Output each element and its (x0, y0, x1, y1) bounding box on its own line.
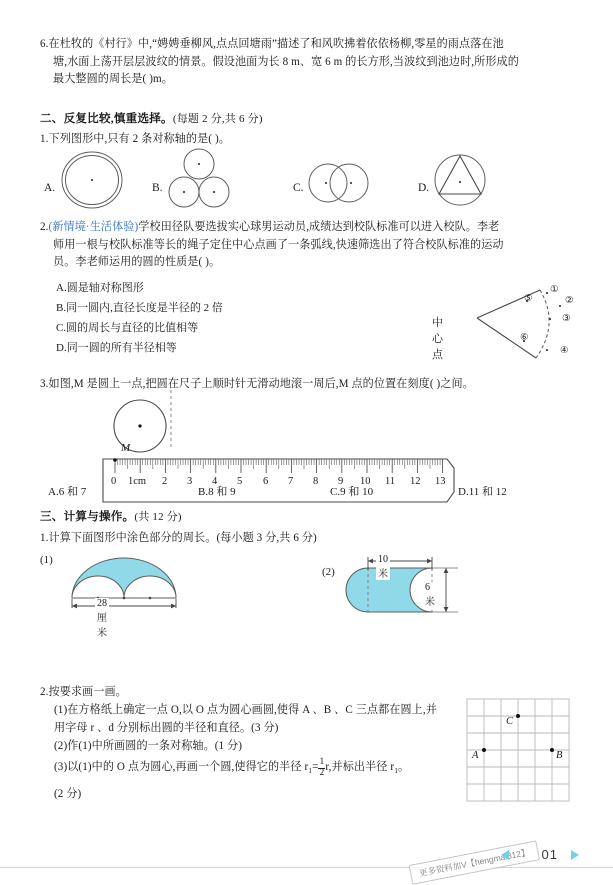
question-2-option-d[interactable]: D.同一圆的所有半径相等 (56, 342, 177, 354)
stadium-with-notch-shape-icon (346, 560, 478, 622)
ruler-tick-6: 6 (263, 476, 269, 487)
draw-2-part-1-line-1: (1)在方格纸上确定一点 O,以 O 点为圆心画圆,使得 A 、B 、C 三点都在圆上,并 (54, 704, 437, 716)
draw-2-part-3-eq: = (312, 760, 319, 773)
section-3-title: 三、计算与操作。 (40, 510, 135, 523)
question-2-option-c[interactable]: C.圆的周长与直径的比值相等 (56, 322, 199, 334)
arc-marker-3: ③ (562, 314, 571, 324)
ruler-tick-labels (102, 476, 464, 494)
question-1-figures (0, 148, 613, 210)
point-m-label: M (121, 442, 131, 454)
ruler-tick-9: 9 (338, 476, 344, 487)
fraction-numerator: 1 (319, 757, 325, 767)
calc-1-stem (40, 530, 317, 548)
section-2-title: 二、反复比较,慎重选择。 (40, 112, 173, 125)
calc-1-figure-2-height: 6米 (425, 582, 435, 608)
draw-2-part-2: (2)作(1)中所画圆的一条对称轴。(1 分) (54, 740, 243, 752)
draw-2-part-3-post-sub: 1 (394, 765, 399, 775)
arc-marker-2: ② (565, 296, 574, 306)
section-2-heading (40, 110, 263, 126)
question-3-option-b[interactable]: B.8 和 9 (198, 486, 236, 498)
draw-2-part-1 (54, 702, 464, 737)
question-3-option-a[interactable]: A.6 和 7 (48, 486, 87, 498)
grid-point-a-label: A (472, 750, 479, 761)
grid-point-b-label: B (556, 750, 563, 761)
arc-marker-6: ⑥ (520, 333, 529, 343)
ruler-tick-0: 0 (111, 476, 117, 487)
section-3-points: (共 12 分) (134, 511, 182, 523)
double-arch-shape-icon (66, 552, 182, 608)
draw-2-part-3-post: r,并标出半径 r (325, 760, 395, 773)
ruler-tick-3: 3 (187, 476, 193, 487)
draw-2-part-3-end: 。 (398, 760, 410, 773)
question-2-line-1-text: 学校田径队要选拔实心球男运动员,成绩达到校队标准可以进入校队。李老 (138, 221, 500, 233)
question-2-context-tag: (新情境·生活体验) (48, 221, 139, 233)
two-overlapping-circles-icon (307, 162, 375, 204)
draw-2-part-1-line-2: 用字母 r 、d 分别标出圆的半径和直径。(3 分) (54, 721, 279, 734)
footer-divider (0, 867, 613, 868)
fraction-denominator: 2 (319, 767, 325, 778)
ruler-tick-10: 10 (360, 476, 371, 487)
arc-marker-4: ④ (560, 346, 569, 356)
ruler-tick-5: 5 (237, 476, 243, 487)
page-number: 01 (541, 847, 558, 862)
question-6-line-3: 最大整圆的周长是( )m。 (53, 73, 173, 86)
question-3-option-c[interactable]: C.9 和 10 (330, 486, 374, 498)
ruler-tick-2: 2 (162, 476, 168, 487)
arc-diagram-center-label: 中心点 (432, 317, 443, 361)
section-2-points: (每题 2 分,共 6 分) (172, 113, 263, 125)
draw-2-part-3-score: (2 分) (54, 788, 82, 800)
draw-2-grid[interactable] (466, 698, 574, 806)
ruler-tick-8: 8 (313, 476, 319, 487)
question-1-option-c-label[interactable]: C. (293, 182, 304, 194)
ruler-tick-1: 1cm (128, 476, 147, 487)
question-2-option-a[interactable]: A.圆是轴对称图形 (56, 282, 144, 294)
question-2-line-1 (40, 219, 580, 237)
question-6-line-2: 塘,水面上荡开层层波纹的情景。假设池面为长 8 m、宽 6 m 的长方形,当波纹到池边时,所形成的 (53, 55, 519, 68)
calc-1-points: (每小题 3 分,共 6 分) (216, 532, 317, 544)
calc-1-figure-1-dimension: 28厘米 (97, 598, 107, 639)
ruler-tick-11: 11 (385, 476, 396, 487)
question-2-number: 2. (40, 221, 49, 233)
watermark-label: 更多资料加V【hengmai312】 (409, 840, 540, 884)
section-3-heading (40, 508, 182, 524)
arc-marker-1: ① (550, 285, 559, 295)
arc-marker-5: ⑤ (524, 294, 533, 304)
ruler-tick-13: 13 (435, 476, 446, 487)
page-footer (0, 842, 613, 879)
question-3-option-d[interactable]: D.11 和 12 (458, 486, 507, 498)
ruler-tick-12: 12 (410, 476, 421, 487)
question-2 (40, 219, 580, 272)
calc-1-figure-2-label: (2) (322, 566, 335, 578)
question-1-option-b-label[interactable]: B. (152, 182, 163, 194)
draw-2-part-3-pre: (3)以(1)中的 O 点为圆心,再画一个圆,使得它的半径 r (54, 760, 309, 773)
triangle-right-icon[interactable] (571, 850, 579, 860)
grid-point-c-label: C (506, 716, 514, 727)
question-1-option-d-label[interactable]: D. (418, 182, 430, 194)
question-2-option-b[interactable]: B.同一圆内,直径长度是半径的 2 倍 (56, 302, 223, 314)
triangle-left-icon[interactable] (501, 850, 509, 860)
question-2-line-2: 师用一根与校队标准等长的绳子定住中心点画了一条弧线,快速筛选出了符合校队标准的运动 (53, 238, 504, 251)
ruler-tick-4: 4 (212, 476, 218, 487)
calc-1-figure-2-width: 10米 (378, 554, 388, 580)
question-6-line-1: 6.在杜牧的《村行》中,“娉娉垂柳风,点点回塘雨”描述了和风吹拂着依依杨柳,零星的雨点落在池 (40, 38, 504, 50)
question-2-line-3: 员。李老师运用的圆的性质是( )。 (53, 256, 221, 269)
draw-2-part-3-sub: 1 (308, 765, 313, 775)
three-tangent-circles-icon (168, 148, 230, 210)
ruler-tick-7: 7 (288, 476, 294, 487)
circle-with-inscribed-triangle-icon (432, 153, 488, 207)
question-6 (40, 36, 580, 89)
calc-1-figure-1-label: (1) (40, 554, 53, 566)
calc-1-stem-text: 1.计算下面图形中涂色部分的周长。 (40, 532, 217, 544)
question-3-stem: 3.如图,M 是圆上一点,把圆在尺子上顺时针无滑动地滚一周后,M 点的位置在刻度( )之间。 (40, 378, 474, 390)
concentric-circles-icon (60, 150, 124, 210)
question-1-stem: 1.下列图形中,只有 2 条对称轴的是( )。 (40, 133, 230, 145)
question-1-option-a-label[interactable]: A. (44, 182, 56, 194)
draw-2-stem: 2.按要求画一画。 (40, 686, 127, 698)
